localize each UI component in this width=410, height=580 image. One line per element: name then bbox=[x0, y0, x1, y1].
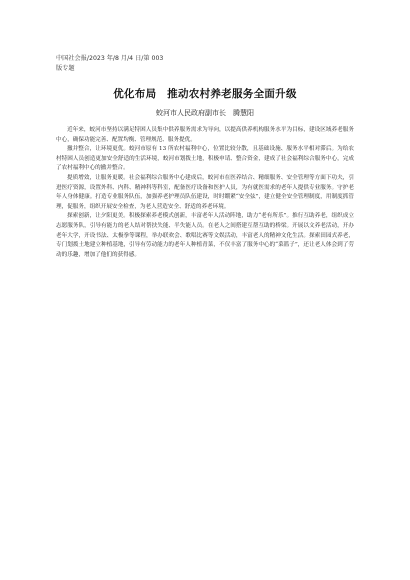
article-title: 优化布局 推动农村养老服务全面升级 bbox=[113, 88, 297, 100]
publication-meta bbox=[56, 54, 163, 74]
article-body bbox=[56, 126, 354, 260]
paragraph-quality: 提质增效，让服务更暖。社会福利综合服务中心建成后，蛟河市在医养结合、精细服务、安全管理等方面下功夫，引进医疗资源，设置外科、内科、精神科等科室，配备医疗设备和医护人员，为有就医需求的老年人提供专业服务。守护老年人身体健康。打造专业服务队伍，加强养老护理员队伍建设，时时绷紧“安全弦”，建立健全安全管理制度，用制度抓管理，促服务，组织开展安全检查，为老人营造安全、舒适的养老环境。 bbox=[56, 174, 354, 210]
paragraph-intro: 近年来，蛟河市坚持以满足特困人员集中供养服务需求为导向，以提高供养机构服务水平为目标，建设区域养老服务中心，确保功能完善、配置均衡、管理规范、服务提优。 bbox=[56, 127, 354, 143]
paragraph-innovation: 探索创新，让夕阳更美。积极探索养老模式创新，丰富老年人活动阵地，助力“老有所乐”。推行互助养老，组织成立志愿服务队，引导有能力的老人结对帮扶失能、半失能人员。在老人之间搭建互帮互助的桥梁。开展以文养老活动，开办老年大学，开设书法、太极拳等课程，举办联欢会、歌唱比赛等文娱活动，丰富老人的精神文化生活。探索田园式养老，专门划拨土地建立种植基地，引导有劳动能力的老年人种植青菜，不仅丰富了服务中心的“菜篮子”，还让老人体会到了劳动的乐趣，增加了他们的获得感。 bbox=[56, 213, 354, 258]
paragraph-consolidation: 撤并整合，让环境更优。蛟河市原有 13 所农村福利中心，位置比较分散，且基础设施、服务水平相对滞后。为给农村特困人员创造更加安全舒适的生活环境，蛟河市划拨土地，积极申请、整合资金，建成了社会福利综合服务中心，完成了农村福利中心的撤并整合。 bbox=[56, 146, 354, 172]
section-line: 版专题 bbox=[56, 65, 75, 72]
source-line: 中国社会报/2023 年/8 月/4 日/第 003 bbox=[56, 55, 164, 62]
article-byline: 蛟河市人民政府副市长 腾慧阳 bbox=[156, 109, 254, 117]
